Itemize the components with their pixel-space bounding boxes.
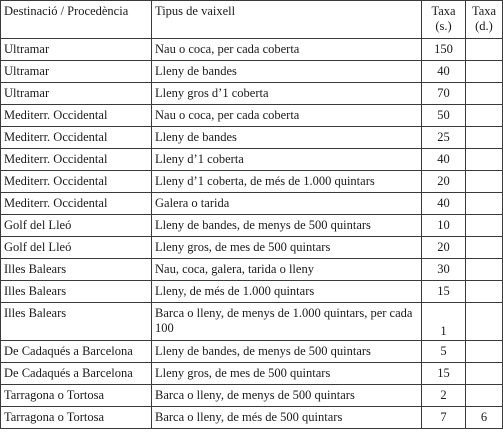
tax-diners-cell [466,281,503,303]
tax-sous-cell: 15 [422,281,466,303]
table-row [1,237,503,259]
tax-diners-cell: 6 [466,407,503,429]
header-tax-diners [466,1,503,39]
vessel-cell: Barca o lleny, de menys de 1.000 quintars, per cada 100 [152,303,422,341]
route-cell: Golf del Lleó [1,215,152,237]
tax-diners-cell [466,193,503,215]
route-cell: Golf del Lleó [1,237,152,259]
header-tax-sous [422,1,466,39]
vessel-cell: Nau o coca, per cada coberta [152,105,422,127]
tax-sous-cell: 40 [422,61,466,83]
tax-diners-cell [466,171,503,193]
tax-diners-cell [466,61,503,83]
route-cell: Ultramar [1,61,152,83]
tax-diners-cell [466,303,503,341]
tax-diners-cell [466,237,503,259]
header-tax-sous-line2: (s.) [435,19,452,33]
vessel-cell: Lleny gros, de mes de 500 quintars [152,237,422,259]
vessel-cell: Lleny de bandes, de menys de 500 quintars [152,215,422,237]
table-row [1,39,503,61]
vessel-cell: Lleny de bandes, de menys de 500 quintars [152,341,422,363]
header-vessel-type: Tipus de vaixell [152,1,422,39]
header-tax-sous-line1: Taxa [431,4,456,18]
vessel-cell: Lleny d’1 coberta [152,149,422,171]
vessel-cell: Lleny de bandes [152,61,422,83]
table-row [1,363,503,385]
table-row [1,341,503,363]
tax-diners-cell [466,39,503,61]
tax-sous-cell: 7 [422,407,466,429]
vessel-cell: Barca o lleny, de menys de 500 quintars [152,385,422,407]
tax-sous-cell: 40 [422,149,466,171]
tax-diners-cell [466,215,503,237]
table-row [1,83,503,105]
vessel-cell: Barca o lleny, de més de 500 quintars [152,407,422,429]
tax-sous-cell: 25 [422,127,466,149]
tax-diners-cell [466,83,503,105]
header-tax-diners-line1: Taxa [471,4,497,18]
tax-sous-cell: 150 [422,39,466,61]
tax-sous-cell: 10 [422,215,466,237]
route-cell: Mediterr. Occidental [1,149,152,171]
route-cell: Mediterr. Occidental [1,127,152,149]
route-cell: Ultramar [1,39,152,61]
header-route: Destinació / Procedència [1,1,152,39]
tax-diners-cell [466,341,503,363]
table-row [1,215,503,237]
header-row [1,1,503,39]
tax-sous-cell: 20 [422,237,466,259]
tax-diners-cell [466,127,503,149]
header-tax-diners-line2: (d.) [475,19,493,33]
route-cell: Mediterr. Occidental [1,193,152,215]
tax-sous-cell: 20 [422,171,466,193]
table-row [1,385,503,407]
tax-sous-cell: 50 [422,105,466,127]
tax-sous-cell: 1 [422,303,466,341]
vessel-cell: Nau, coca, galera, tarida o lleny [152,259,422,281]
table-row [1,105,503,127]
vessel-cell: Lleny de bandes [152,127,422,149]
route-cell: De Cadaqués a Barcelona [1,363,152,385]
route-cell: Tarragona o Tortosa [1,407,152,429]
route-cell: Mediterr. Occidental [1,105,152,127]
tax-sous-cell: 2 [422,385,466,407]
tax-sous-cell: 15 [422,363,466,385]
tax-sous-cell: 5 [422,341,466,363]
table-row [1,407,503,429]
tax-sous-cell: 70 [422,83,466,105]
table-row [1,149,503,171]
table-row [1,171,503,193]
route-cell: Illes Balears [1,259,152,281]
tax-diners-cell [466,385,503,407]
vessel-cell: Lleny d’1 coberta, de més de 1.000 quintars [152,171,422,193]
tax-sous-cell: 40 [422,193,466,215]
table-row [1,127,503,149]
route-cell: Mediterr. Occidental [1,171,152,193]
tax-diners-cell [466,363,503,385]
vessel-cell: Lleny gros, de mes de 500 quintars [152,363,422,385]
vessel-cell: Nau o coca, per cada coberta [152,39,422,61]
table-row [1,259,503,281]
vessel-cell: Lleny gros d’1 coberta [152,83,422,105]
tax-diners-cell [466,105,503,127]
route-cell: Illes Balears [1,303,152,341]
tax-diners-cell [466,149,503,171]
table-row [1,193,503,215]
vessel-cell: Lleny, de més de 1.000 quintars [152,281,422,303]
table-row [1,303,503,341]
route-cell: Illes Balears [1,281,152,303]
route-cell: Ultramar [1,83,152,105]
vessel-cell: Galera o tarida [152,193,422,215]
table-row [1,61,503,83]
tax-diners-cell [466,259,503,281]
route-cell: Tarragona o Tortosa [1,385,152,407]
route-cell: De Cadaqués a Barcelona [1,341,152,363]
tax-sous-cell: 30 [422,259,466,281]
table-row [1,281,503,303]
